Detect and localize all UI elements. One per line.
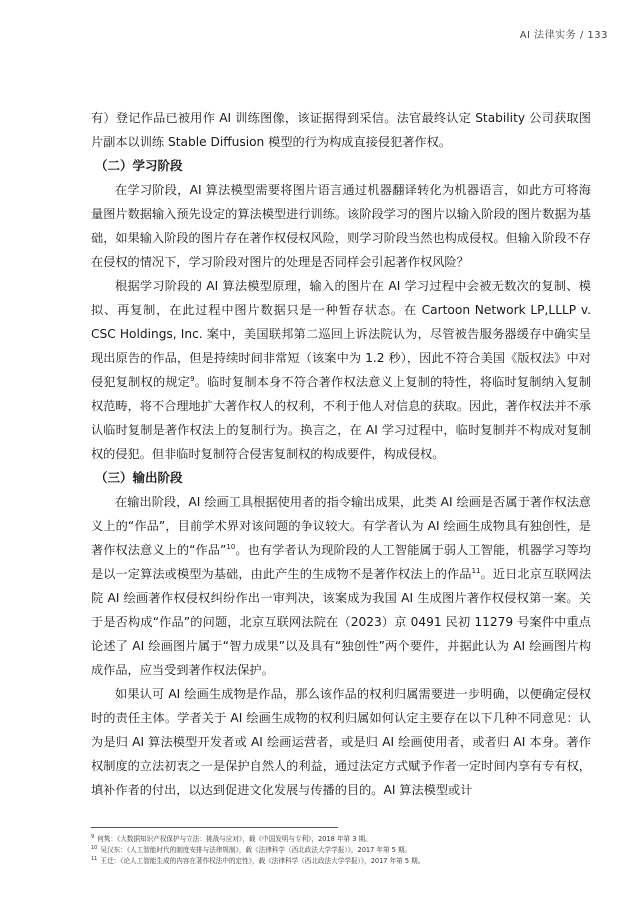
paragraph-continued: 有）登记作品已被用作 AI 训练图像，该证据得到采信。法官最终认定 Stability 公司获取图片副本以训练 Stable Diffusion 模型的行为构成直接侵犯著作权。 [91,111,591,149]
footnote-number: 9 [91,833,95,840]
paragraph-text: 根据学习阶段的 AI 算法模型原理，输入的图片在 AI 学习过程中会被无数次的复制、模拟、再复制，在此过程中图片数据只是一种暂存状态。在 Cartoon Network LP,LLLP v. CSC Holdings, Inc. 案中，美国联邦第二巡回上诉法院认为，尽管被告服务器缓存中确实呈现出原告的作品，但是持续时间非常短（该案中为 1.2 秒），因此不符合美国《版权法》中对侵犯复制权的规定 [91,279,591,389]
footnote-number: 10 [91,844,98,851]
footnote-text: 吴汉东：《人工智能时代的制度安排与法律规制》，载《法律科学（西北政法大学学报）》，2017 年第 5 期。 [100,846,412,854]
footnote-text: 何隽：《大数据知识产权保护与立法：挑战与应对》，载《中国发明与专利》，2018 年第 3 期。 [97,835,372,843]
paragraph-text: 。近日北京互联网法院 AI 绘画著作权侵权纠纷作出一审判决，该案成为我国 AI 生成图片著作权侵权第一案。关于是否构成“作品”的问题，北京互联网法院在（2023）京 0491 民初 11279 号案件中重点论述了 AI 绘画图片属于“智力成果”以及具有“独创性”两个要件，并据此认为 AI 绘画图片构成作品，应当受到著作权法保护。 [91,567,592,677]
paragraph-text: 。也有学者认为现阶段的人工智能属于弱人工智能，机器学习等均是以一定算法或模型为基础，由此产生的生成物不是著作权法上的作品 [91,543,591,581]
running-head: AI 法律实务 / 133 [519,30,608,41]
paragraph-output-stage [91,490,591,682]
footnote-ref-11[interactable]: 11 [471,566,481,575]
section-heading-learning: （二）学习阶段 [95,158,183,173]
main-text [91,106,591,802]
section-heading-output: （三）输出阶段 [95,470,183,485]
paragraph-temporary-copy [91,274,591,466]
paragraph-ownership: 如果认可 AI 绘画生成物是作品，那么该作品的权利归属需要进一步明确，以便确定侵权时的责任主体。学者关于 AI 绘画生成物的权利归属如何认定主要存在以下几种不同意见：认为是归 AI 算法模型开发者或 AI 绘画运营者，或是归 AI 绘画使用者，或者归 AI 本身。著作权制度的立法初衷之一是保护自然人的利益，通过法定方式赋予作者一定时间内享有专有权，填补作者的付出，以达到促进文化发展与传播的目的。AI 算法模型或计 [91,687,591,797]
paragraph-text: 在输出阶段，AI 绘画工具根据使用者的指令输出成果，此类 AI 绘画是否属于著作权法意义上的“作品”，目前学术界对该问题的争议较大。有学者认为 AI 绘画生成物具有独创性，是著作权法意义上的“作品” [91,495,591,557]
footnote-text: 王迁：《论人工智能生成的内容在著作权法中的定性》，载《法律科学（西北政法大学学报）》，2017 年第 5 期。 [100,857,425,865]
paragraph-text: 。临时复制本身不符合著作权法意义上复制的特性，将临时复制纳入复制权范畴，将不合理地扩大著作权人的权利，不利于他人对信息的获取。因此，著作权法并不承认临时复制是著作权法上的复制行为。换言之，在 AI 学习过程中，临时复制并不构成对复制权的侵犯。但非临时复制符合侵害复制权的构成要件，构成侵权。 [91,375,592,461]
footnote-ref-10[interactable]: 10 [226,542,236,551]
footnote-number: 11 [91,855,98,862]
footnote-ref-9[interactable]: 9 [190,374,195,383]
paragraph-learning-stage: 在学习阶段，AI 算法模型需要将图片语言通过机器翻译转化为机器语言，如此方可将海量图片数据输入预先设定的算法模型进行训练。该阶段学习的图片以输入阶段的图片数据为基础，如果输入阶段的图片存在著作权侵权风险，则学习阶段当然也构成侵权。但输入阶段不存在侵权的情况下，学习阶段对图片的处理是否同样会引起著作权风险？ [91,183,591,269]
footnotes [91,834,611,867]
footnote-divider [91,827,338,828]
footnote-11 [91,856,611,867]
footnote-10 [91,845,611,856]
footnote-9 [91,834,611,845]
